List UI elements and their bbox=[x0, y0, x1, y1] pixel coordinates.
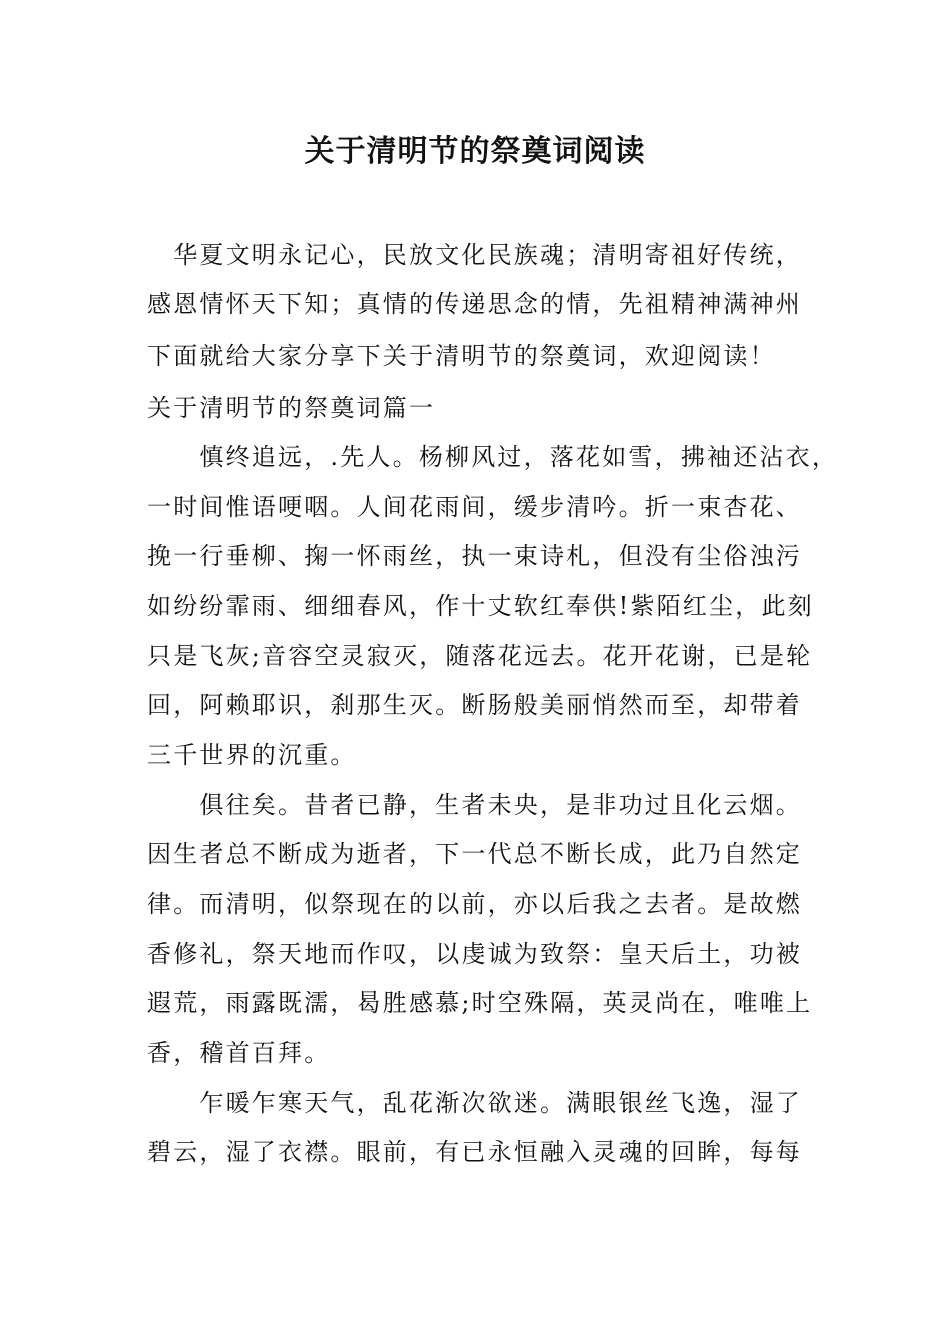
text-line: 华夏文明永记心，民放文化民族魂；清明寄祖好传统， bbox=[147, 241, 802, 269]
text-line: 因生者总不断成为逝者，下一代总不断长成，此乃自然定 bbox=[147, 840, 802, 868]
text-line: 三千世界的沉重。 bbox=[147, 741, 357, 769]
text-line: 只是飞灰;音容空灵寂灭，随落花远去。花开花谢，已是轮 bbox=[147, 642, 813, 670]
text-line: 律。而清明，似祭现在的以前，亦以后我之去者。是故燃 bbox=[147, 890, 802, 918]
text-line: 挽一行垂柳、掬一怀雨丝，执一束诗札，但没有尘俗浊污 bbox=[147, 542, 802, 570]
text-line: 慎终追远，.先人。杨柳风过，落花如雪，拂袖还沾衣， bbox=[147, 443, 839, 471]
text-line: 香修礼，祭天地而作叹，以虔诚为致祭：皇天后土，功被 bbox=[147, 940, 802, 968]
text-line: 俱往矣。昔者已静，生者未央，是非功过且化云烟。 bbox=[147, 791, 802, 819]
text-line: 感恩情怀天下知；真情的传递思念的情，先祖精神满神州 bbox=[147, 290, 802, 318]
text-line: 碧云，湿了衣襟。眼前，有已永恒融入灵魂的回眸，每每 bbox=[147, 1138, 802, 1166]
text-line: 一时间惟语哽咽。人间花雨间，缓步清吟。折一束杏花、 bbox=[147, 493, 802, 521]
text-line: 回，阿赖耶识，刹那生灭。断肠般美丽悄然而至，却带着 bbox=[147, 691, 802, 719]
section-heading: 关于清明节的祭奠词篇一 bbox=[147, 394, 436, 422]
document-title: 关于清明节的祭奠词阅读 bbox=[304, 134, 646, 169]
text-line: 遐荒，雨露既濡，曷胜感慕;时空殊隔，英灵尚在，唯唯上 bbox=[147, 989, 813, 1017]
text-line: 如纷纷霏雨、细细春风，作十丈软红奉供!紫陌红尘，此刻 bbox=[147, 592, 814, 620]
text-line: 下面就给大家分享下关于清明节的祭奠词，欢迎阅读！ bbox=[147, 342, 776, 370]
text-line: 乍暖乍寒天气，乱花渐次欲迷。满眼银丝飞逸，湿了 bbox=[147, 1089, 802, 1117]
text-line: 香，稽首百拜。 bbox=[147, 1039, 331, 1067]
